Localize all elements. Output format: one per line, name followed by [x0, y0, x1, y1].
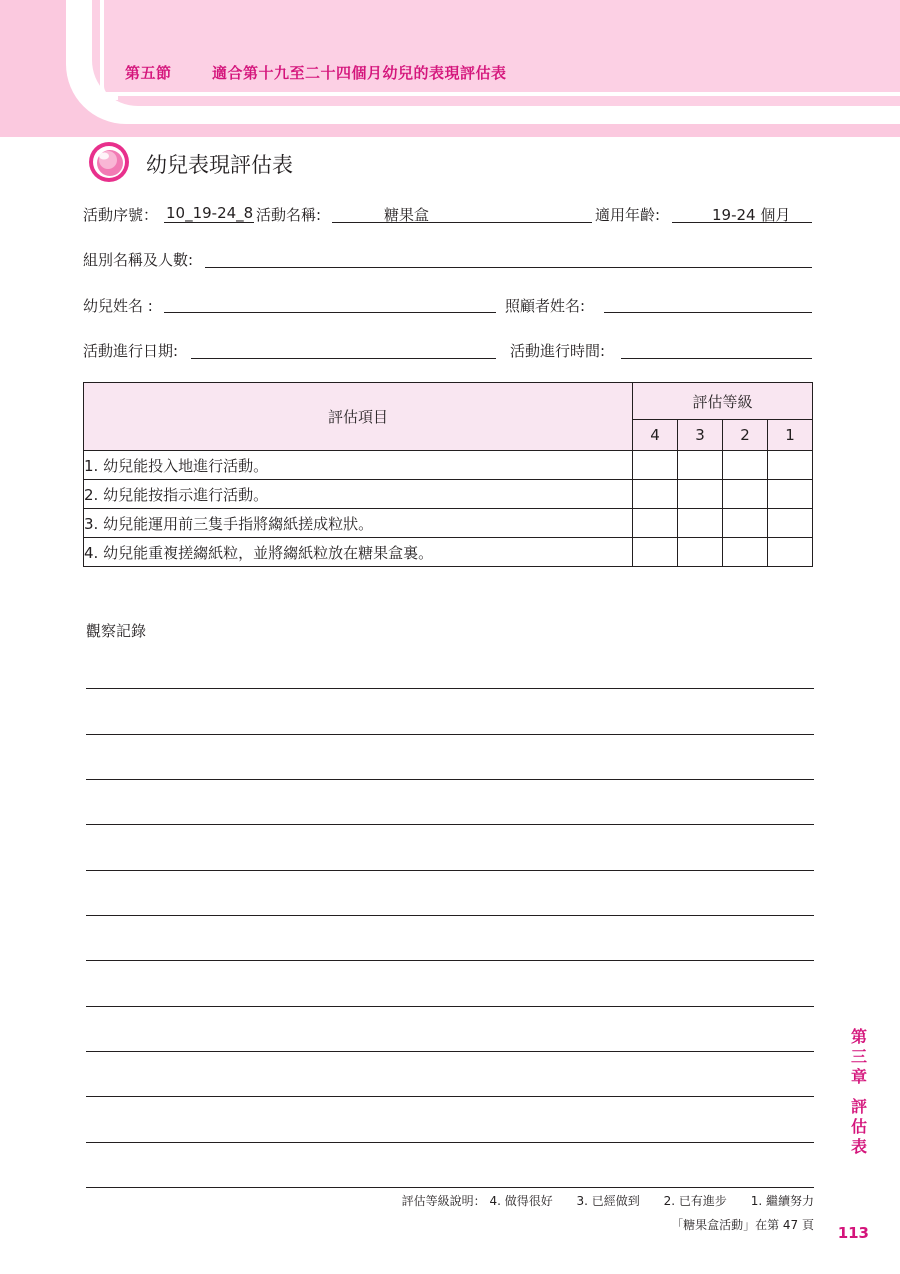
level-header-2: 2: [723, 420, 768, 451]
time-label: 活動進行時間:: [510, 342, 606, 360]
time-field[interactable]: [621, 358, 812, 359]
observation-line[interactable]: [86, 1187, 814, 1188]
level-column-header: 評估等級: [633, 383, 813, 420]
item-column-header: 評估項目: [84, 383, 633, 451]
section-title: 適合第十九至二十四個月幼兒的表現評估表: [212, 64, 507, 82]
observation-label: 觀察記錄: [86, 622, 147, 640]
section-number: 第五節: [125, 64, 172, 82]
rating-cell[interactable]: [633, 451, 678, 480]
observation-line[interactable]: [86, 1006, 814, 1007]
rating-cell[interactable]: [768, 451, 813, 480]
rating-cell[interactable]: [768, 538, 813, 567]
activity-name-label: 活動名稱:: [256, 206, 322, 224]
activity-no-value: 10_19-24_8: [166, 204, 254, 222]
observation-line[interactable]: [86, 1142, 814, 1143]
caregiver-field[interactable]: [604, 312, 812, 313]
observation-line[interactable]: [86, 734, 814, 735]
observation-line[interactable]: [86, 870, 814, 871]
item-text: 2. 幼兒能按指示進行活動。: [84, 480, 633, 509]
observation-line[interactable]: [86, 688, 814, 689]
activity-no-field[interactable]: [164, 222, 254, 223]
activity-name-field[interactable]: [332, 222, 592, 223]
page-title: 幼兒表現評估表: [146, 153, 293, 177]
item-text: 3. 幼兒能運用前三隻手指將縐紙搓成粒狀。: [84, 509, 633, 538]
header-decor-line: [100, 92, 900, 96]
legend-item: 3. 已經做到: [576, 1194, 640, 1208]
rating-cell[interactable]: [633, 538, 678, 567]
rating-cell[interactable]: [633, 480, 678, 509]
rating-legend: [402, 1192, 814, 1209]
header-decor-line: [100, 0, 118, 100]
table-row: [84, 451, 813, 480]
table-row: [84, 480, 813, 509]
child-name-label: 幼兒姓名 :: [83, 297, 153, 315]
side-tab-chapter-char: 第: [850, 1027, 867, 1046]
header-band-inner: [92, 0, 900, 106]
legend-item: 1. 繼續努力: [750, 1194, 814, 1208]
child-name-field[interactable]: [164, 312, 496, 313]
observation-line[interactable]: [86, 1096, 814, 1097]
date-label: 活動進行日期:: [83, 342, 179, 360]
rating-cell[interactable]: [723, 451, 768, 480]
rating-cell[interactable]: [678, 509, 723, 538]
item-text: 1. 幼兒能投入地進行活動。: [84, 451, 633, 480]
observation-line[interactable]: [86, 960, 814, 961]
date-field[interactable]: [191, 358, 496, 359]
rating-cell[interactable]: [633, 509, 678, 538]
page-reference: 「糖果盒活動」在第 47 頁: [671, 1218, 814, 1232]
side-tab-name-char: 估: [850, 1117, 867, 1136]
level-header-1: 1: [768, 420, 813, 451]
side-tab-name-char: 評: [850, 1097, 867, 1116]
level-header-4: 4: [633, 420, 678, 451]
legend-item: 評估等級說明： 4. 做得很好: [401, 1194, 553, 1208]
group-label: 組別名稱及人數:: [83, 251, 194, 269]
activity-name-value: 糖果盒: [384, 206, 430, 224]
side-tab-chapter-char: 三: [850, 1047, 867, 1066]
side-tab-chapter: [846, 1027, 872, 1087]
side-tab-chapter-char: 章: [850, 1067, 867, 1086]
pink-bubble-icon: [88, 141, 130, 183]
table-row: [84, 538, 813, 567]
rating-cell[interactable]: [768, 509, 813, 538]
side-tab-name-char: 表: [850, 1137, 867, 1156]
observation-line[interactable]: [86, 779, 814, 780]
rating-cell[interactable]: [678, 480, 723, 509]
caregiver-label: 照顧者姓名:: [505, 297, 586, 315]
observation-line[interactable]: [86, 1051, 814, 1052]
activity-no-label: 活動序號：: [83, 206, 159, 224]
observation-line[interactable]: [86, 824, 814, 825]
rating-cell[interactable]: [678, 538, 723, 567]
legend-item: 2. 已有進步: [663, 1194, 727, 1208]
age-value: 19-24 個月: [712, 206, 791, 224]
observation-line[interactable]: [86, 915, 814, 916]
item-text: 4. 幼兒能重複搓縐紙粒，並將縐紙粒放在糖果盒裏。: [84, 538, 633, 567]
rating-cell[interactable]: [768, 480, 813, 509]
rating-cell[interactable]: [723, 538, 768, 567]
rating-cell[interactable]: [678, 451, 723, 480]
group-field[interactable]: [205, 267, 812, 268]
level-header-3: 3: [678, 420, 723, 451]
page-number: 113: [837, 1224, 869, 1242]
age-label: 適用年齡:: [595, 206, 661, 224]
rating-cell[interactable]: [723, 509, 768, 538]
table-row: [84, 509, 813, 538]
evaluation-table: [83, 382, 813, 567]
side-tab-name: [846, 1097, 872, 1157]
rating-cell[interactable]: [723, 480, 768, 509]
